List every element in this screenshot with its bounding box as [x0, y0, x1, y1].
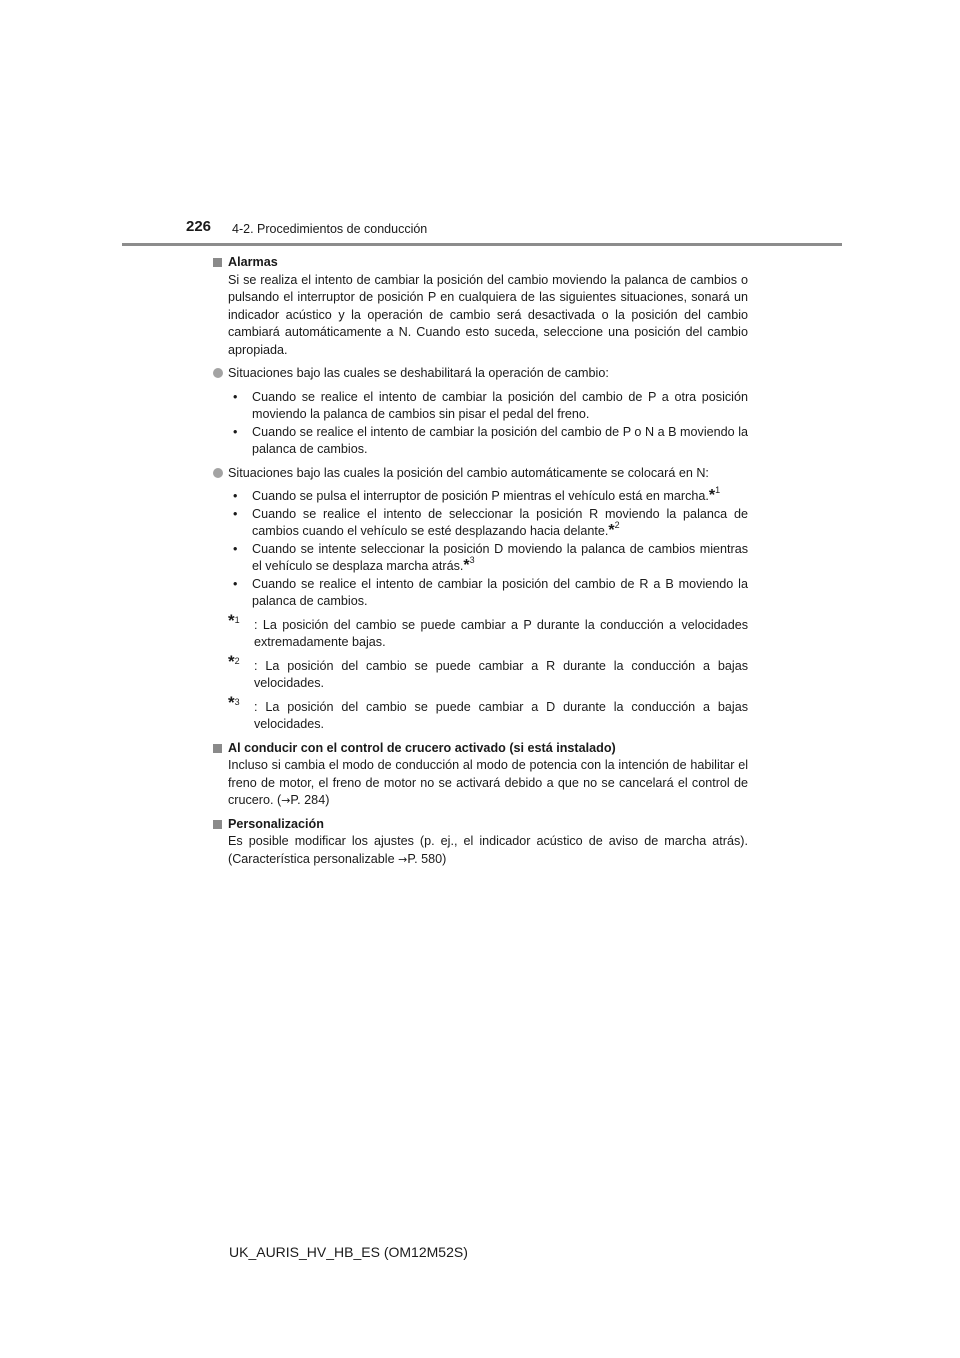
- circle-bullet-icon: [213, 468, 223, 478]
- header-rule: [122, 243, 842, 246]
- arrow-right-icon: →: [398, 852, 408, 866]
- footnote-2: [212, 651, 748, 693]
- footnote-text: : La posición del cambio se puede cambiar a D durante la conducción a bajas velocidades.: [254, 699, 748, 731]
- footnote-1: [212, 610, 748, 652]
- footnote-star-icon: *: [608, 522, 615, 539]
- footnote-star-icon: *: [228, 610, 235, 630]
- arrow-right-icon: →: [281, 794, 291, 807]
- footnote-3: [212, 692, 748, 734]
- footnote-number: 3: [234, 696, 240, 707]
- footnote-star-icon: *: [228, 692, 235, 712]
- disabled-shift-list: [212, 389, 748, 459]
- section-heading-alarmas: [212, 254, 748, 272]
- list-item: • Cuando se realice el intento de cambiar la posición del cambio de P o N a B moviendo la palanca de cambios.: [233, 424, 748, 456]
- bullet-dot-icon: •: [233, 489, 238, 503]
- page-reference: P. 284): [290, 793, 330, 807]
- heading-text: Personalización: [228, 816, 324, 831]
- bullet-dot-icon: •: [233, 506, 238, 521]
- footnote-number: 1: [234, 614, 240, 625]
- subheading-auto-neutral: [212, 465, 748, 483]
- footnote-number: 2: [234, 655, 240, 666]
- bullet-dot-icon: •: [233, 389, 238, 404]
- bullet-dot-icon: •: [233, 424, 238, 439]
- subheading-text: Situaciones bajo las cuales la posición del cambio automáticamente se colocará en N:: [228, 465, 709, 480]
- footnote-star-icon: *: [463, 557, 470, 574]
- square-bullet-icon: [213, 258, 222, 267]
- section-heading-personalizacion: [212, 816, 748, 834]
- subheading-disabled-shift: [212, 365, 748, 383]
- footnote-star-icon: *: [228, 651, 235, 671]
- section-title: 4-2. Procedimientos de conducción: [232, 222, 428, 236]
- page-content: [212, 254, 748, 868]
- document-code: UK_AURIS_HV_HB_ES (OM12M52S): [229, 1244, 468, 1260]
- crucero-paragraph: Incluso si cambia el modo de conducción al modo de potencia con la intención de habilitar el freno de motor, el freno de motor no se activará debido a que no se cancelará el control de crucero. (→P. 284): [228, 758, 748, 807]
- list-item: • Cuando se realice el intento de cambiar la posición del cambio de P a otra posición moviendo la palanca de cambios sin pisar el pedal del freno.: [233, 389, 748, 421]
- bullet-dot-icon: •: [233, 576, 238, 591]
- bullet-dot-icon: •: [233, 541, 238, 556]
- footnote-star-icon: *: [708, 487, 716, 504]
- heading-text: Alarmas: [228, 255, 278, 269]
- square-bullet-icon: [213, 744, 222, 753]
- footnote-ref: 2: [614, 520, 620, 530]
- page-header: [0, 0, 960, 250]
- auto-neutral-list: [212, 485, 748, 611]
- page-number: 226: [186, 218, 212, 235]
- subheading-text: Situaciones bajo las cuales se deshabilitará la operación de cambio:: [228, 366, 609, 380]
- alarmas-paragraph: Si se realiza el intento de cambiar la posición del cambio moviendo la palanca de cambios o pulsando el interruptor de posición P en cualquiera de las siguientes situaciones, sonará un indicador acústico y la operación de cambio será desactivada o la posición del cambio cambiará automáticamente a N. Cuando esto suceda, seleccione una posición del cambio apropiada.: [228, 272, 748, 357]
- list-item: • Cuando se realice el intento de cambiar la posición del cambio de R a B moviendo la palanca de cambios.: [233, 576, 748, 608]
- footnote-text: : La posición del cambio se puede cambiar a P durante la conducción a velocidades extremadamente bajas.: [254, 617, 748, 649]
- footnote-ref: 1: [715, 485, 721, 495]
- circle-bullet-icon: [213, 368, 223, 378]
- square-bullet-icon: [213, 820, 222, 829]
- list-item: • Cuando se intente seleccionar la posición D moviendo la palanca de cambios mientras el vehículo se desplaza marcha atrás.*$^3$: [233, 541, 748, 574]
- personalizacion-paragraph: Es posible modificar los ajustes (p. ej., el indicador acústico de aviso de marcha atrás). (Característica personalizable →P. 580): [228, 834, 748, 866]
- list-item: • Cuando se realice el intento de seleccionar la posición R moviendo la palanca de cambios cuando el vehículo se esté desplazando hacia delante.*$^2$: [233, 506, 748, 539]
- section-heading-crucero: [212, 740, 748, 758]
- footnote-ref: 3: [469, 555, 475, 565]
- list-item: • Cuando se pulsa el interruptor de posición P mientras el vehículo está en marcha.*$^1$: [233, 485, 721, 504]
- page-reference: P. 580): [407, 851, 447, 866]
- footnote-text: : La posición del cambio se puede cambiar a R durante la conducción a bajas velocidades.: [254, 658, 748, 690]
- heading-text: Al conducir con el control de crucero activado (si está instalado): [228, 740, 616, 755]
